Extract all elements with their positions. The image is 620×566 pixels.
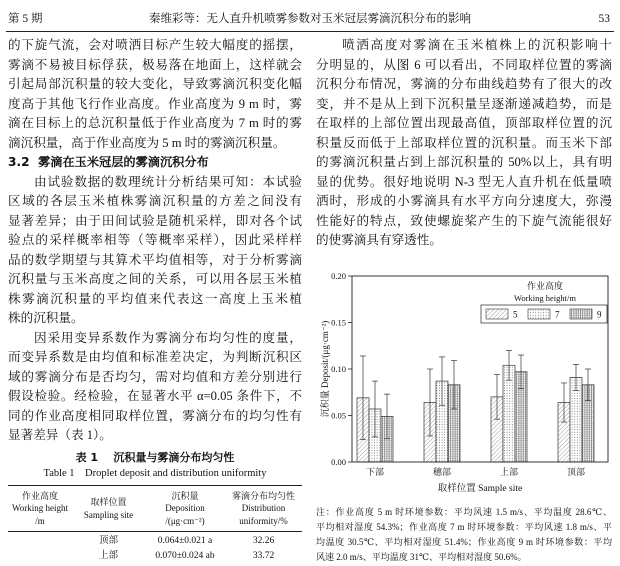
body-text-line: 因采用变异系数作为雾滴分布均匀性的度量， xyxy=(34,330,302,345)
table-cell: 顶部 xyxy=(98,536,118,546)
body-text-line: 域的雾滴分布是否均匀，需对均值和方差分别进行 xyxy=(8,369,302,384)
x-tick-label: 顶部 xyxy=(566,467,586,477)
table-cell xyxy=(8,534,72,549)
header-cn: 作业高度 xyxy=(21,490,58,501)
header-unit: /m xyxy=(35,515,45,526)
note-line: 平均相对湿度 54.3%；作业高度 7 m 时环境参数：平均风速 1.8 m/s、平 xyxy=(316,522,612,532)
legend-swatch xyxy=(570,309,592,319)
table-cell: 上部 xyxy=(98,551,118,561)
table-cell: 32.26 xyxy=(252,536,275,546)
header-en: Sampling site xyxy=(83,509,134,520)
header-unit: uniformity/% xyxy=(239,515,288,526)
body-text-line: 的雾滴沉积量占到上部沉积量的 50%以上，具有明 xyxy=(316,155,612,169)
body-text-line: 株的沉积量。 xyxy=(8,311,84,325)
legend-swatch xyxy=(486,309,508,319)
table-header-cell xyxy=(8,486,72,531)
body-text-line: 由试验数据的数理统计分析结果可知：本试验 xyxy=(34,174,302,189)
body-text-line: 变，并不是从上到下沉积量呈逐渐递减趋势，而是 xyxy=(316,96,612,111)
body-text-line: 而变异系数是由均值和标准差决定，为判断沉积区 xyxy=(8,350,302,364)
left-column xyxy=(8,36,302,446)
table-header-cell xyxy=(72,486,145,531)
table-cell: 0.064±0.021 a xyxy=(157,536,213,546)
body-text-line: 品的数学期望与其算术平均值相等，对于分析雾滴 xyxy=(8,252,302,267)
y-tick-label: 0.05 xyxy=(331,410,346,421)
body-text-line: 验点的采样概率相等（等概率采样），因此采样样 xyxy=(8,233,302,247)
table-caption-en: Table 1 Droplet deposit and distribution uniformity xyxy=(43,468,267,479)
body-text-line: 在取样的上部位置出现最高值，顶部取样位置的沉 xyxy=(316,116,612,130)
legend-subtitle: Working height/m xyxy=(514,293,576,303)
legend-swatch xyxy=(528,309,550,319)
body-text-line: 显著差异；由于田间试验是随机采样，即对各个试 xyxy=(8,213,302,228)
header-cn: 雾滴分布均匀性 xyxy=(231,490,295,501)
table-row xyxy=(8,549,302,564)
journal-issue: 第 5 期 xyxy=(8,13,43,25)
body-text-line: 雾滴不易被目标俘获，极易落在地面上，这样就会 xyxy=(8,57,302,72)
x-tick-label: 上部 xyxy=(499,467,519,477)
table-cell: 0.070±0.024 ab xyxy=(155,551,215,561)
table-cell: 33.72 xyxy=(252,551,275,561)
legend-label: 7 xyxy=(555,309,560,320)
body-text-line: 分明显的，从图 6 可以看出，不同取样位置的雾滴 xyxy=(316,57,612,72)
body-text-line: 沉积量与玉米高度之间的关系，可以用各层玉米植 xyxy=(8,272,302,286)
y-tick-label: 0.10 xyxy=(331,364,346,374)
body-text-line: 度高于其他飞行作业高度。作业高度为 9 m 时，雾 xyxy=(8,96,302,111)
table-caption-cn: 表 1 沉积量与雾滴分布均匀性 xyxy=(75,451,235,464)
header-cn: 沉积量 xyxy=(171,490,199,501)
bar-chart xyxy=(316,262,616,502)
y-tick-label: 0.15 xyxy=(331,317,346,328)
x-tick-label: 下部 xyxy=(365,467,385,477)
header-cn: 取样位置 xyxy=(90,497,127,507)
legend-label: 9 xyxy=(597,309,602,320)
body-text-line: 的下旋气流，会对喷洒目标产生较大幅度的摇摆， xyxy=(8,38,302,52)
legend-title: 作业高度 xyxy=(526,281,564,291)
note-line: 注：作业高度 5 m 时环境参数：平均风速 1.5 m/s、平均温度 28.6℃、 xyxy=(316,507,612,517)
y-tick-label: 0.00 xyxy=(331,457,346,467)
table-header-cell xyxy=(145,486,225,531)
body-text-line: 显著差异（表 1）。 xyxy=(8,428,112,442)
note-line: 均温度 30.5℃、平均相对湿度 51.4%；作业高度 9 m 时环境参数：平均 xyxy=(316,537,612,547)
body-text-line: 积量反而低于上部取样位置的沉积量。而玉米下部 xyxy=(316,135,612,150)
body-text-line: 的使雾滴具有穿透性。 xyxy=(316,233,442,247)
table-header-row xyxy=(8,486,302,531)
x-axis-label: 取样位置 Sample site xyxy=(437,484,523,494)
body-text-line: 同的作业高度相同取样位置，雾滴分布的均匀性有 xyxy=(8,408,302,423)
header-en: Working height xyxy=(11,503,69,514)
body-text-line: 洒时，形成的小雾滴具有水平方向分速度大，弥漫 xyxy=(316,194,612,208)
body-text-line: 引起局部沉积量的较大变化，导致雾滴沉积变化幅 xyxy=(8,77,302,91)
note-line: 风速 2.0 m/s、平均温度 31℃、平均相对湿度 50.6%。 xyxy=(316,552,527,562)
section-heading: 3.2 雾滴在玉米冠层的雾滴沉积分布 xyxy=(8,155,209,169)
table-header-cell xyxy=(225,486,302,531)
body-text-line: 假设检验。经检验，在显著水平 α=0.05 条件下，不 xyxy=(8,389,302,403)
header-en: Distribution xyxy=(241,503,286,514)
header-rule xyxy=(6,31,614,32)
figure-notes xyxy=(316,505,612,565)
body-text-line: 显的优势。很好地说明 N-3 型无人直升机在低量喷 xyxy=(316,174,612,189)
table-cell xyxy=(8,549,72,564)
right-column xyxy=(316,36,612,251)
table-row xyxy=(8,534,302,549)
body-text-line: 区域的各层玉米植株雾滴沉积量的方差之间没有 xyxy=(8,194,302,208)
body-text-line: 株雾滴沉积量的平均值来代表这一高度上玉米植 xyxy=(8,291,302,306)
body-text-line: 喷洒高度对雾滴在玉米植株上的沉积影响十 xyxy=(342,38,612,52)
header-en: Deposition xyxy=(165,503,205,514)
running-title: 秦维彩等：无人直升机喷雾参数对玉米冠层雾滴沉积分布的影响 xyxy=(149,13,471,25)
page-number: 53 xyxy=(598,13,610,25)
y-axis-label: 沉积量 Deposit/(μg·cm⁻²) xyxy=(320,320,330,418)
body-text-line: 沉积分布情况，雾滴的分布曲线趋势有了很大的改 xyxy=(316,77,612,91)
legend-label: 5 xyxy=(513,309,518,320)
body-text-line: 性能好的特点，致使螺旋桨产生的下旋气流能很好 xyxy=(316,213,612,228)
header-unit: /(μg·cm⁻²) xyxy=(165,515,205,526)
y-tick-label: 0.20 xyxy=(331,271,346,281)
table-header-rule xyxy=(8,531,302,532)
body-text-line: 滴沉积量，高于作业高度为 5 m 时的雾滴沉积量。 xyxy=(8,135,286,150)
x-tick-label: 穗部 xyxy=(432,467,452,477)
body-text-line: 滴在目标上的总沉积量低于作业高度为 7 m 时的雾 xyxy=(8,116,302,130)
